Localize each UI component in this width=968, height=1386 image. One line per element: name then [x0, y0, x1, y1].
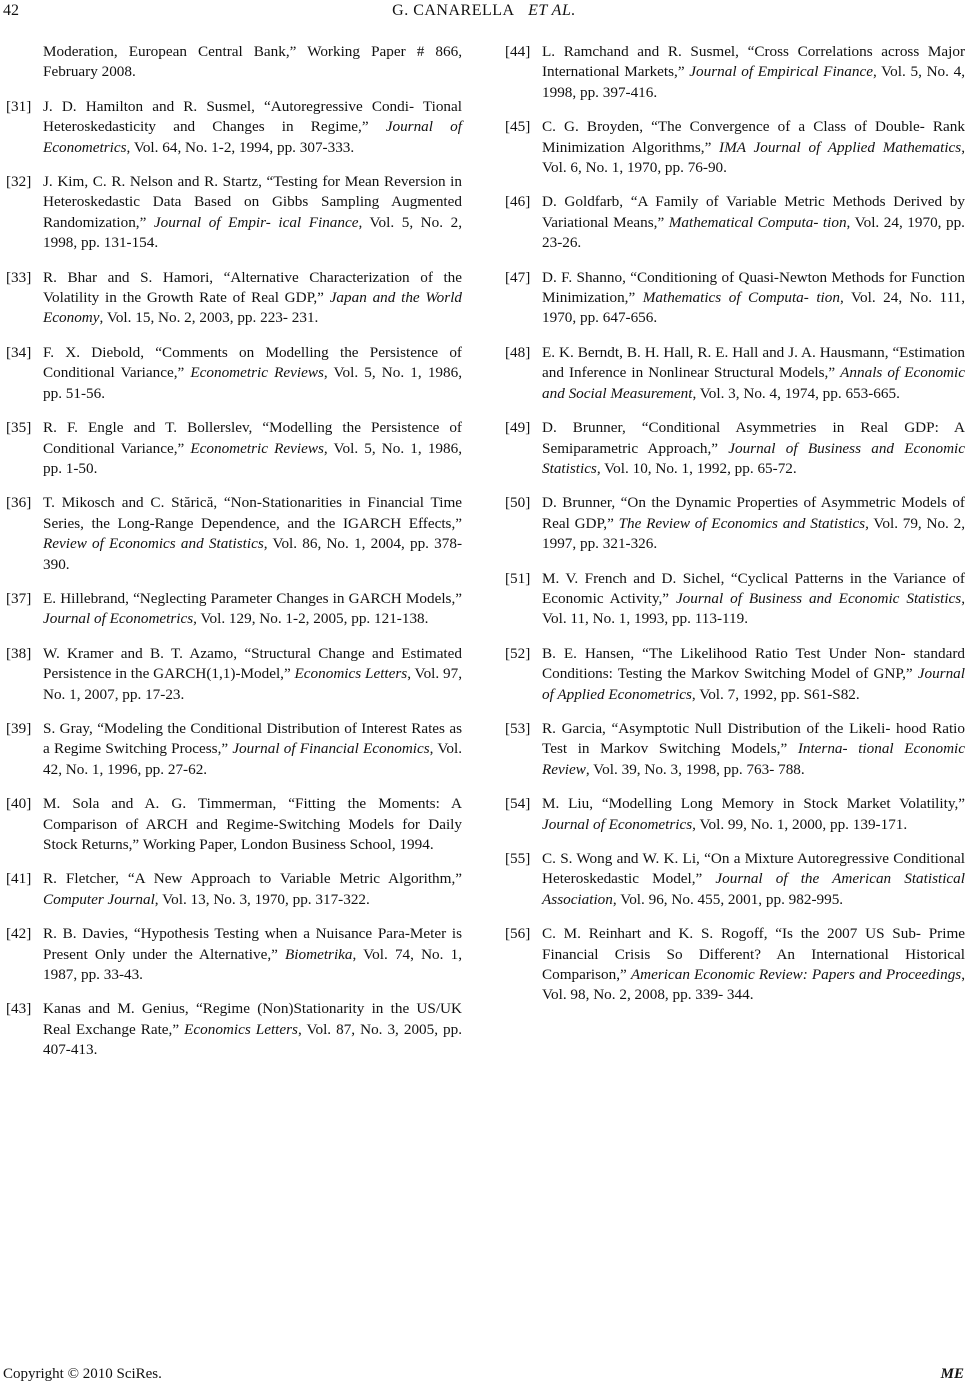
reference-text-segment: , Vol. 11, No. 1, 1993, pp. 113-119.: [542, 589, 965, 628]
reference-text-segment: F. X. Diebold, “Comments on Modelling the Persistence of Conditional Variance,”: [43, 343, 462, 382]
reference-number: [54]: [505, 795, 531, 813]
reference-text-segment: M. Sola and A. G. Timmerman, “Fitting the Moments: A Comparison of ARCH and Regime-Switching Models for Daily Stock Returns,” Working Paper, London Business School, 1994.: [43, 795, 462, 853]
reference-number: [37]: [6, 589, 32, 607]
reference-number: [35]: [6, 419, 32, 437]
reference-number: [52]: [505, 644, 531, 662]
reference-text-segment: , Vol. 5, No. 2, 1998, pp. 131-154.: [43, 213, 462, 252]
reference-source-title: IMA Journal of Applied Mathematics: [719, 138, 962, 156]
reference-text-segment: , Vol. 3, No. 4, 1974, pp. 653-665.: [692, 384, 900, 402]
reference-item: [6, 97, 462, 158]
reference-text-segment: , Vol. 15, No. 2, 2003, pp. 223- 231.: [99, 309, 319, 327]
reference-text-segment: , Vol. 5, No. 4, 1998, pp. 397-416.: [542, 63, 966, 101]
reference-text-segment: , Vol. 7, 1992, pp. S61-S82.: [691, 685, 860, 703]
reference-item: [6, 343, 462, 404]
reference-source-title: Econometric Reviews: [190, 439, 324, 457]
reference-text: [43, 645, 462, 703]
reference-text: [43, 590, 462, 627]
reference-text-segment: D. Goldfarb, “A Family of Variable Metric Methods Derived by Variational Means,”: [542, 193, 965, 231]
reference-item: [6, 589, 462, 630]
reference-source-title: Japan and the World Economy: [43, 289, 463, 327]
reference-number: [32]: [6, 173, 32, 191]
reference-source-title: Journal of the American Statistical Association: [542, 870, 965, 908]
reference-continuation: Moderation, European Central Bank,” Working Paper # 866, February 2008.: [43, 43, 462, 81]
reference-text: [43, 419, 462, 477]
reference-text-segment: , Vol. 13, No. 3, 1970, pp. 317-322.: [154, 890, 370, 908]
page-number: 42: [3, 2, 19, 19]
reference-text: [542, 570, 965, 628]
reference-number: [33]: [6, 268, 32, 286]
reference-item: [6, 924, 462, 985]
left-column: [6, 42, 462, 1075]
reference-text-segment: , Vol. 6, No. 1, 1970, pp. 76-90.: [542, 138, 965, 177]
reference-number: [31]: [6, 97, 32, 115]
reference-text-segment: , Vol. 87, No. 3, 2005, pp. 407-413.: [43, 1020, 463, 1059]
reference-number: [44]: [505, 43, 531, 60]
running-head-etal: ET AL.: [528, 2, 576, 19]
reference-text-segment: , Vol. 39, No. 3, 1998, pp. 763- 788.: [585, 760, 805, 778]
reference-text: [542, 720, 965, 778]
reference-source-title: Journal of Econometrics: [43, 610, 194, 628]
reference-text-segment: M. Liu, “Modelling Long Memory in Stock Market Volatility,”: [542, 795, 965, 813]
reference-number: [53]: [505, 719, 531, 737]
reference-text: [542, 193, 965, 251]
reference-item: [505, 569, 965, 630]
reference-item: [505, 343, 965, 404]
reference-source-title: Annals of Economic and Social Measurement: [542, 364, 965, 402]
reference-number: [36]: [6, 494, 32, 512]
reference-text-segment: E. Hillebrand, “Neglecting Parameter Changes in GARCH Models,”: [43, 589, 462, 607]
reference-number: [40]: [6, 795, 32, 813]
reference-item: [505, 719, 965, 780]
reference-text-segment: , Vol. 129, No. 1-2, 2005, pp. 121-138.: [193, 610, 429, 628]
reference-number: [49]: [505, 419, 531, 437]
reference-source-title: Mathematics of Computa- tion: [642, 289, 840, 307]
reference-text: [542, 419, 965, 477]
reference-item: [505, 924, 965, 1006]
reference-item: [505, 493, 965, 554]
reference-text-segment: , Vol. 97, No. 1, 2007, pp. 17-23.: [43, 665, 462, 703]
footer-copyright: Copyright © 2010 SciRes.: [3, 1366, 162, 1382]
reference-text-segment: J. Kim, C. R. Nelson and R. Startz, “Testing for Mean Reversion in Heteroskedastic Data Based on Gibbs Sampling Augmented Randomization,”: [43, 173, 462, 231]
reference-text: [43, 1000, 462, 1058]
reference-number: [41]: [6, 870, 32, 888]
reference-text-segment: L. Ramchand and R. Susmel, “Cross Correlations across Major International Markets,”: [542, 43, 965, 81]
reference-item: [6, 268, 462, 329]
reference-text-segment: , Vol. 42, No. 1, 1996, pp. 27-62.: [43, 740, 462, 778]
reference-item: [6, 644, 462, 705]
reference-text-segment: R. Garcia, “Asymptotic Null Distribution of the Likeli- hood Ratio Test in Markov Switching Models,”: [542, 719, 965, 758]
reference-number: [46]: [505, 193, 531, 211]
reference-text: [542, 645, 965, 703]
reference-text-segment: , Vol. 10, No. 1, 1992, pp. 65-72.: [596, 459, 797, 477]
reference-text: [542, 850, 965, 908]
reference-item: [505, 644, 965, 705]
reference-text-segment: D. F. Shanno, “Conditioning of Quasi-Newton Methods for Function Minimization,”: [542, 268, 965, 307]
reference-text-segment: E. K. Berndt, B. H. Hall, R. E. Hall and J. A. Hausmann, “Estimation and Inference in Nonlinear Structural Models,”: [542, 343, 965, 382]
reference-text-segment: , Vol. 74, No. 1, 1987, pp. 33-43.: [43, 945, 462, 984]
reference-source-title: Computer Journal: [43, 890, 155, 908]
reference-source-title: Econometric Reviews: [190, 364, 324, 382]
left-reference-list: [6, 97, 462, 1061]
reference-text: [43, 269, 462, 327]
reference-text-segment: C. M. Reinhart and K. S. Rogoff, “Is the 2007 US Sub- Prime Financial Crisis So Different? An International Historical Comparison,”: [542, 925, 965, 984]
reference-number: [42]: [6, 925, 32, 943]
reference-source-title: Journal of Financial Economics: [232, 740, 430, 758]
reference-source-title: Review of Economics and Statistics: [43, 535, 264, 553]
running-head: [0, 0, 968, 22]
reference-text-segment: R. F. Engle and T. Bollerslev, “Modelling the Persistence of Conditional Variance,”: [43, 419, 462, 457]
reference-text: [43, 795, 462, 853]
reference-text: [542, 269, 965, 327]
reference-item: [6, 999, 462, 1060]
reference-number: [51]: [505, 569, 531, 587]
reference-text-segment: J. D. Hamilton and R. Susmel, “Autoregressive Condi- Tional Heteroskedasticity and Changes in Regime,”: [43, 97, 462, 136]
reference-text-segment: , Vol. 5, No. 1, 1986, pp. 1-50.: [43, 439, 463, 477]
reference-number: [55]: [505, 850, 531, 867]
reference-text: [542, 344, 965, 402]
reference-text-segment: , Vol. 86, No. 1, 2004, pp. 378-390.: [43, 535, 462, 573]
reference-number: [45]: [505, 118, 531, 136]
reference-text: [43, 925, 462, 983]
reference-source-title: Mathematical Computa- tion: [668, 213, 847, 231]
reference-text-segment: B. E. Hansen, “The Likelihood Ratio Test Under Non- standard Conditions: Testing the Markov Switching Model of GNP,”: [542, 644, 965, 683]
reference-text-segment: , Vol. 5, No. 1, 1986, pp. 51-56.: [43, 364, 463, 402]
reference-item: [505, 117, 965, 178]
reference-text: [542, 494, 965, 552]
reference-text-segment: R. Bhar and S. Hamori, “Alternative Characterization of the Volatility in the Growth Rate of Real GDP,”: [43, 268, 462, 307]
reference-text-segment: R. B. Davies, “Hypothesis Testing when a Nuisance Para-Meter is Present Only under the Alternative,”: [43, 925, 462, 963]
reference-text: [43, 98, 462, 156]
reference-source-title: Journal of Business and Economic Statistics: [675, 589, 962, 607]
reference-item: [505, 42, 965, 103]
reference-item: [505, 849, 965, 910]
reference-item: [505, 794, 965, 835]
reference-text-segment: S. Gray, “Modeling the Conditional Distribution of Interest Rates as a Regime Switching Process,”: [43, 719, 462, 758]
reference-source-title: Journal of Econometrics: [542, 815, 693, 833]
reference-text-segment: C. S. Wong and W. K. Li, “On a Mixture Autoregressive Conditional Heteroskedastic Model,”: [542, 850, 965, 888]
reference-item: [6, 493, 462, 575]
reference-text: [43, 173, 462, 251]
reference-text: [542, 795, 965, 832]
reference-text-segment: , Vol. 98, No. 2, 2008, pp. 339- 344.: [542, 966, 965, 1004]
reference-source-title: Economics Letters: [184, 1020, 298, 1038]
reference-text-segment: , Vol. 79, No. 2, 1997, pp. 321-326.: [542, 514, 965, 553]
reference-text-segment: , Vol. 24, No. 111, 1970, pp. 647-656.: [542, 289, 965, 327]
reference-source-title: Journal of Applied Econometrics: [542, 665, 965, 703]
running-head-authors: G. CANARELLA: [392, 2, 515, 19]
reference-source-title: American Economic Review: Papers and Proceedings: [630, 966, 962, 984]
reference-source-title: Journal of Econometrics: [43, 118, 462, 156]
reference-item: [505, 268, 965, 329]
reference-source-title: Journal of Empir- ical Finance: [153, 213, 359, 231]
reference-text-segment: , Vol. 24, 1970, pp. 23-26.: [542, 213, 965, 252]
reference-text-segment: D. Brunner, “On the Dynamic Properties of Asymmetric Models of Real GDP,”: [542, 494, 965, 532]
reference-text-segment: M. V. French and D. Sichel, “Cyclical Patterns in the Variance of Economic Activity,”: [542, 569, 965, 607]
reference-item: [6, 719, 462, 780]
reference-text-segment: T. Mikosch and C. Stărică, “Non-Stationarities in Financial Time Series, the Long-Range Dependence, and the IGARCH Effects,”: [43, 494, 462, 532]
reference-text: [43, 494, 462, 572]
reference-source-title: The Review of Economics and Statistics: [618, 514, 866, 532]
reference-source-title: Interna- tional Economic Review: [542, 740, 965, 778]
reference-number: [38]: [6, 644, 32, 662]
reference-number: [56]: [505, 925, 531, 943]
reference-text-segment: W. Kramer and B. T. Azamo, “Structural Change and Estimated Persistence in the GARCH(1,1)-Model,”: [43, 644, 462, 683]
reference-text-segment: , Vol. 64, No. 1-2, 1994, pp. 307-333.: [126, 138, 355, 156]
reference-text-segment: , Vol. 96, No. 455, 2001, pp. 982-995.: [612, 890, 844, 908]
reference-text: [43, 870, 462, 907]
reference-text: [542, 43, 965, 101]
reference-source-title: Biometrika: [285, 945, 353, 963]
reference-source-title: Journal of Empirical Finance: [689, 63, 873, 81]
right-column: [505, 42, 965, 1020]
reference-number: [50]: [505, 494, 531, 512]
reference-text: [43, 344, 462, 402]
footer-journal: ME: [940, 1366, 964, 1382]
reference-number: [43]: [6, 1000, 32, 1018]
reference-item: [505, 192, 965, 253]
reference-text: [43, 720, 462, 778]
reference-text: [542, 925, 965, 1003]
reference-number: [48]: [505, 343, 531, 361]
reference-text-segment: C. G. Broyden, “The Convergence of a Class of Double- Rank Minimization Algorithms,”: [542, 118, 965, 156]
reference-item: [6, 172, 462, 254]
reference-text-segment: Kanas and M. Genius, “Regime (Non)Stationarity in the US/UK Real Exchange Rate,”: [43, 1000, 462, 1038]
reference-item: [6, 418, 462, 479]
reference-text-segment: D. Brunner, “Conditional Asymmetries in Real GDP: A Semiparametric Approach,”: [542, 419, 965, 457]
reference-number: [34]: [6, 343, 32, 361]
reference-number: [47]: [505, 268, 531, 286]
reference-source-title: Economics Letters: [294, 665, 408, 683]
reference-text: [542, 118, 965, 176]
reference-item: [505, 418, 965, 479]
reference-item: [6, 794, 462, 855]
reference-number: [39]: [6, 719, 32, 737]
right-reference-list: [505, 42, 965, 1006]
reference-text-segment: R. Fletcher, “A New Approach to Variable Metric Algorithm,”: [43, 870, 462, 888]
reference-source-title: Journal of Business and Economic Statistics: [542, 439, 965, 477]
reference-text-segment: , Vol. 99, No. 1, 2000, pp. 139-171.: [692, 815, 908, 833]
reference-item: [6, 869, 462, 910]
